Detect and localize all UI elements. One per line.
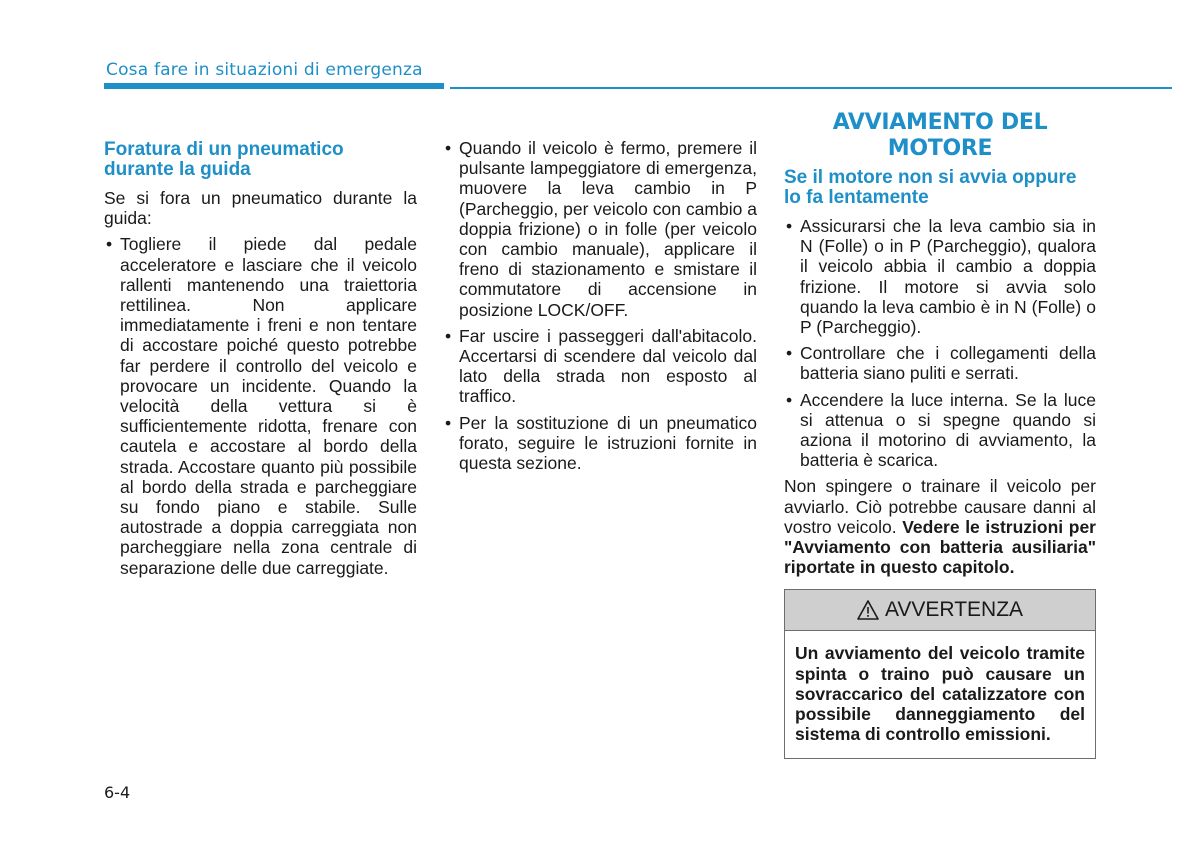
- column-middle: [443, 138, 757, 479]
- section-header: Cosa fare in situazioni di emergenza: [106, 60, 423, 80]
- warning-title: AVVERTENZA: [884, 598, 1024, 622]
- warning-box: [784, 589, 1096, 759]
- column-right: [784, 110, 1096, 759]
- jump-start-reference: Vedere le istruzioni per "Avviamento con batteria ausiliaria" riportate in questo capitolo.: [784, 516, 1096, 578]
- list-item: • Assicurarsi che la leva cambio sia in N (Folle) o in P (Parcheggio), qualora il veicolo abbia il cambio a doppia frizione. Il motore si avvia solo quando la leva cambio è in N (Folle) o P (Parcheggio).: [784, 216, 1096, 337]
- flat-tire-list-continued: [443, 138, 757, 473]
- engine-start-heading: AVVIAMENTO DEL MOTORE: [832, 110, 1048, 161]
- flat-tire-list: [104, 234, 417, 577]
- push-start-paragraph: [784, 476, 1096, 577]
- engine-no-start-heading: Se il motore non si avvia oppure lo fa lentamente: [784, 167, 1077, 208]
- list-item: • Far uscire i passeggeri dall'abitacolo. Accertarsi di scendere dal veicolo dal lato della strada non esposto al traffico.: [443, 326, 757, 407]
- flat-tire-intro: Se si fora un pneumatico durante la guida:: [104, 188, 417, 229]
- list-item: • Per la sostituzione di un pneumatico forato, seguire le istruzioni fornite in questa sezione.: [443, 413, 757, 474]
- page-number: 6-4: [104, 783, 131, 802]
- column-left: [104, 140, 417, 584]
- warning-header: [785, 590, 1095, 631]
- flat-tire-heading: Foratura di un pneumatico durante la guida: [104, 139, 344, 180]
- engine-check-list: [784, 216, 1096, 470]
- list-item: • Accendere la luce interna. Se la luce si attenua o si spegne quando si aziona il motorino di avviamento, la batteria è scarica.: [784, 390, 1096, 471]
- header-bar-thick: [104, 83, 444, 89]
- push-start-text: Non spingere o trainare il veicolo per avviarlo. Ciò potrebbe causare danni al vostro veicolo.: [784, 476, 1096, 537]
- list-item: • Quando il veicolo è fermo, premere il pulsante lampeggiatore di emergenza, muovere la leva cambio in P (Parcheggio, per veicolo con cambio a doppia frizione) o in folle (per veicolo con cambio manuale), applicare il freno di stazionamento e smistare il commutatore di accensione in posizione LOCK/OFF.: [443, 138, 757, 320]
- warning-triangle-icon: [857, 600, 879, 620]
- header-bar-thin: [450, 87, 1172, 89]
- warning-body: Un avviamento del veicolo tramite spinta o traino può causare un sovraccarico del catalizzatore con possibile danneggiamento del sistema di controllo emissioni.: [795, 643, 1085, 745]
- list-item: • Controllare che i collegamenti della batteria siano puliti e serrati.: [784, 343, 1096, 383]
- list-item: • Togliere il piede dal pedale acceleratore e lasciare che il veicolo rallenti mantenendo una traiettoria rettilinea. Non applicare immediatamente i freni e non tentare di accostare poiché questo potrebbe far perdere il controllo del veicolo e provocare un incidente. Quando la velocità della vettura si è sufficientemente ridotta, frenare con cautela e accostare al bordo della strada. Accostare quanto più possibile al bordo della strada e parcheggiare su fondo piano e stabile. Sulle autostrade a doppia carreggiata non parcheggiare nella zona centrale di separazione delle due carreggiate.: [104, 234, 417, 577]
